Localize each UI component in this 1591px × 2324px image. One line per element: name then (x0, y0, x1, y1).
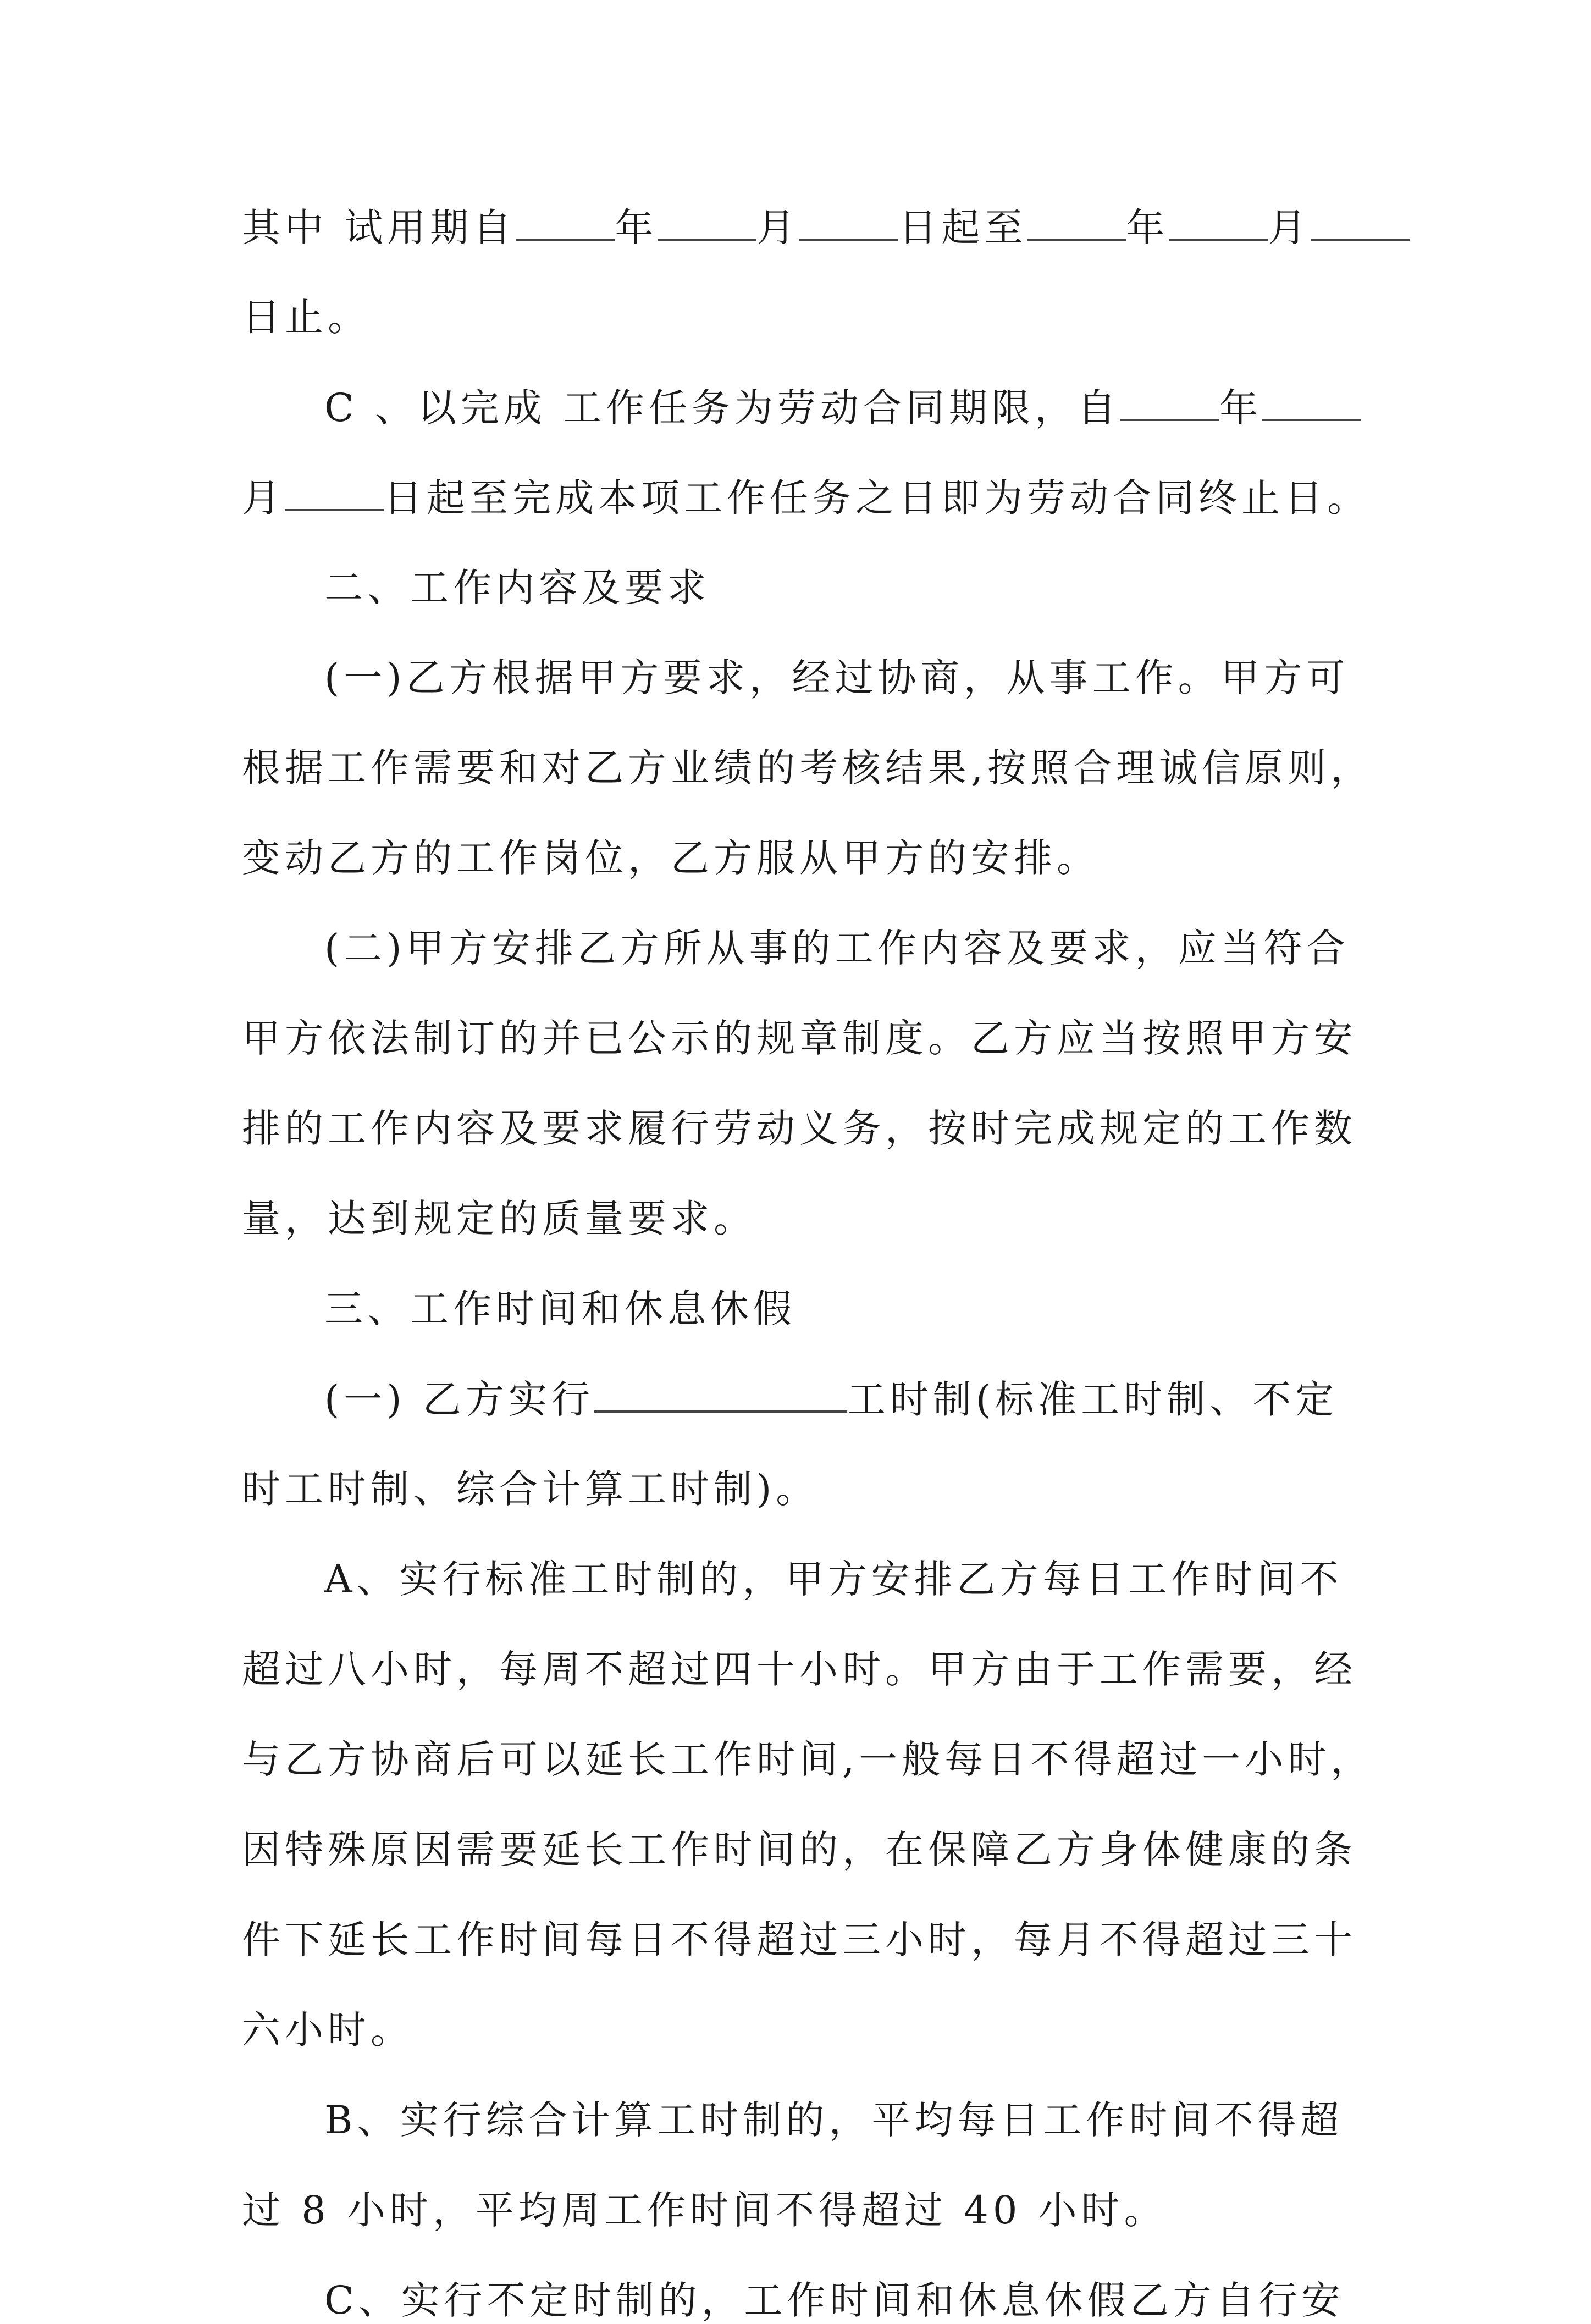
text-segment: 月 (756, 205, 800, 250)
text-segment: 年 (1219, 385, 1263, 430)
text-line: 日止。 (242, 295, 371, 340)
text-line: A、实行标准工时制的，甲方安排乙方每日工作时间不 (324, 1557, 1343, 1602)
text-line: C、实行不定时制的，工作时间和休息休假乙方自行安 (324, 2278, 1345, 2323)
blank-field (1169, 203, 1268, 241)
document-page (242, 203, 1374, 2324)
text-line: 排的工作内容及要求履行劳动义务，按时完成规定的工作数 (242, 1106, 1357, 1151)
text-line: B、实行综合计算工时制的，平均每日工作时间不得超 (324, 2098, 1344, 2143)
text-line: 因特殊原因需要延长工作时间的，在保障乙方身体健康的条 (242, 1827, 1357, 1872)
text-line (242, 203, 1352, 251)
text-segment: 年 (615, 205, 658, 250)
blank-field (658, 203, 756, 241)
text-line: (二)甲方安排乙方所从事的工作内容及要求，应当符合 (324, 926, 1350, 971)
text-segment: (一) 乙方实行 (324, 1377, 594, 1422)
blank-field (799, 203, 898, 241)
blank-field (1120, 384, 1219, 421)
text-line: 量，达到规定的质量要求。 (242, 1196, 756, 1241)
text-line: 过 8 小时，平均周工作时间不得超过 40 小时。 (242, 2188, 1167, 2233)
text-segment: 工时制(标准工时制、不定 (847, 1377, 1339, 1422)
blank-field (1027, 203, 1126, 241)
text-line: 甲方依法制订的并已公示的规章制度。乙方应当按照甲方安 (242, 1016, 1357, 1061)
text-segment: 年 (1126, 205, 1169, 250)
text-line (242, 1375, 1352, 1423)
text-segment: 日起至完成本项工作任务之日即为劳动合同终止日。 (384, 475, 1370, 521)
blank-field (1262, 384, 1361, 421)
blank-field (285, 474, 384, 511)
text-line: 变动乙方的工作岗位，乙方服从甲方的安排。 (242, 835, 1100, 881)
text-line: 与乙方协商后可以延长工作时间,一般每日不得超过一小时， (242, 1737, 1374, 1782)
section-heading: 三、工作时间和休息休假 (324, 1286, 796, 1331)
text-segment: C 、以完成 工作任务为劳动合同期限，自 (324, 385, 1121, 430)
blank-field (516, 203, 615, 241)
text-line (242, 384, 1352, 431)
blank-field (594, 1375, 847, 1413)
text-line: 六小时。 (242, 2007, 413, 2052)
text-line: 时工时制、综合计算工时制)。 (242, 1467, 819, 1512)
text-segment: 月 (1268, 205, 1311, 250)
text-line: 根据工作需要和对乙方业绩的考核结果,按照合理诚信原则， (242, 745, 1374, 790)
section-heading: 二、工作内容及要求 (324, 565, 710, 610)
text-segment: 日起至 (898, 205, 1027, 250)
text-segment: 其中 试用期自 (242, 205, 516, 250)
text-line: (一)乙方根据甲方要求，经过协商，从事工作。甲方可 (324, 655, 1350, 700)
text-line (242, 474, 1370, 521)
text-line: 件下延长工作时间每日不得超过三小时，每月不得超过三十 (242, 1917, 1357, 1962)
text-segment: 月 (242, 475, 285, 521)
text-line: 超过八小时，每周不超过四十小时。甲方由于工作需要，经 (242, 1647, 1357, 1692)
blank-field (1311, 203, 1410, 241)
